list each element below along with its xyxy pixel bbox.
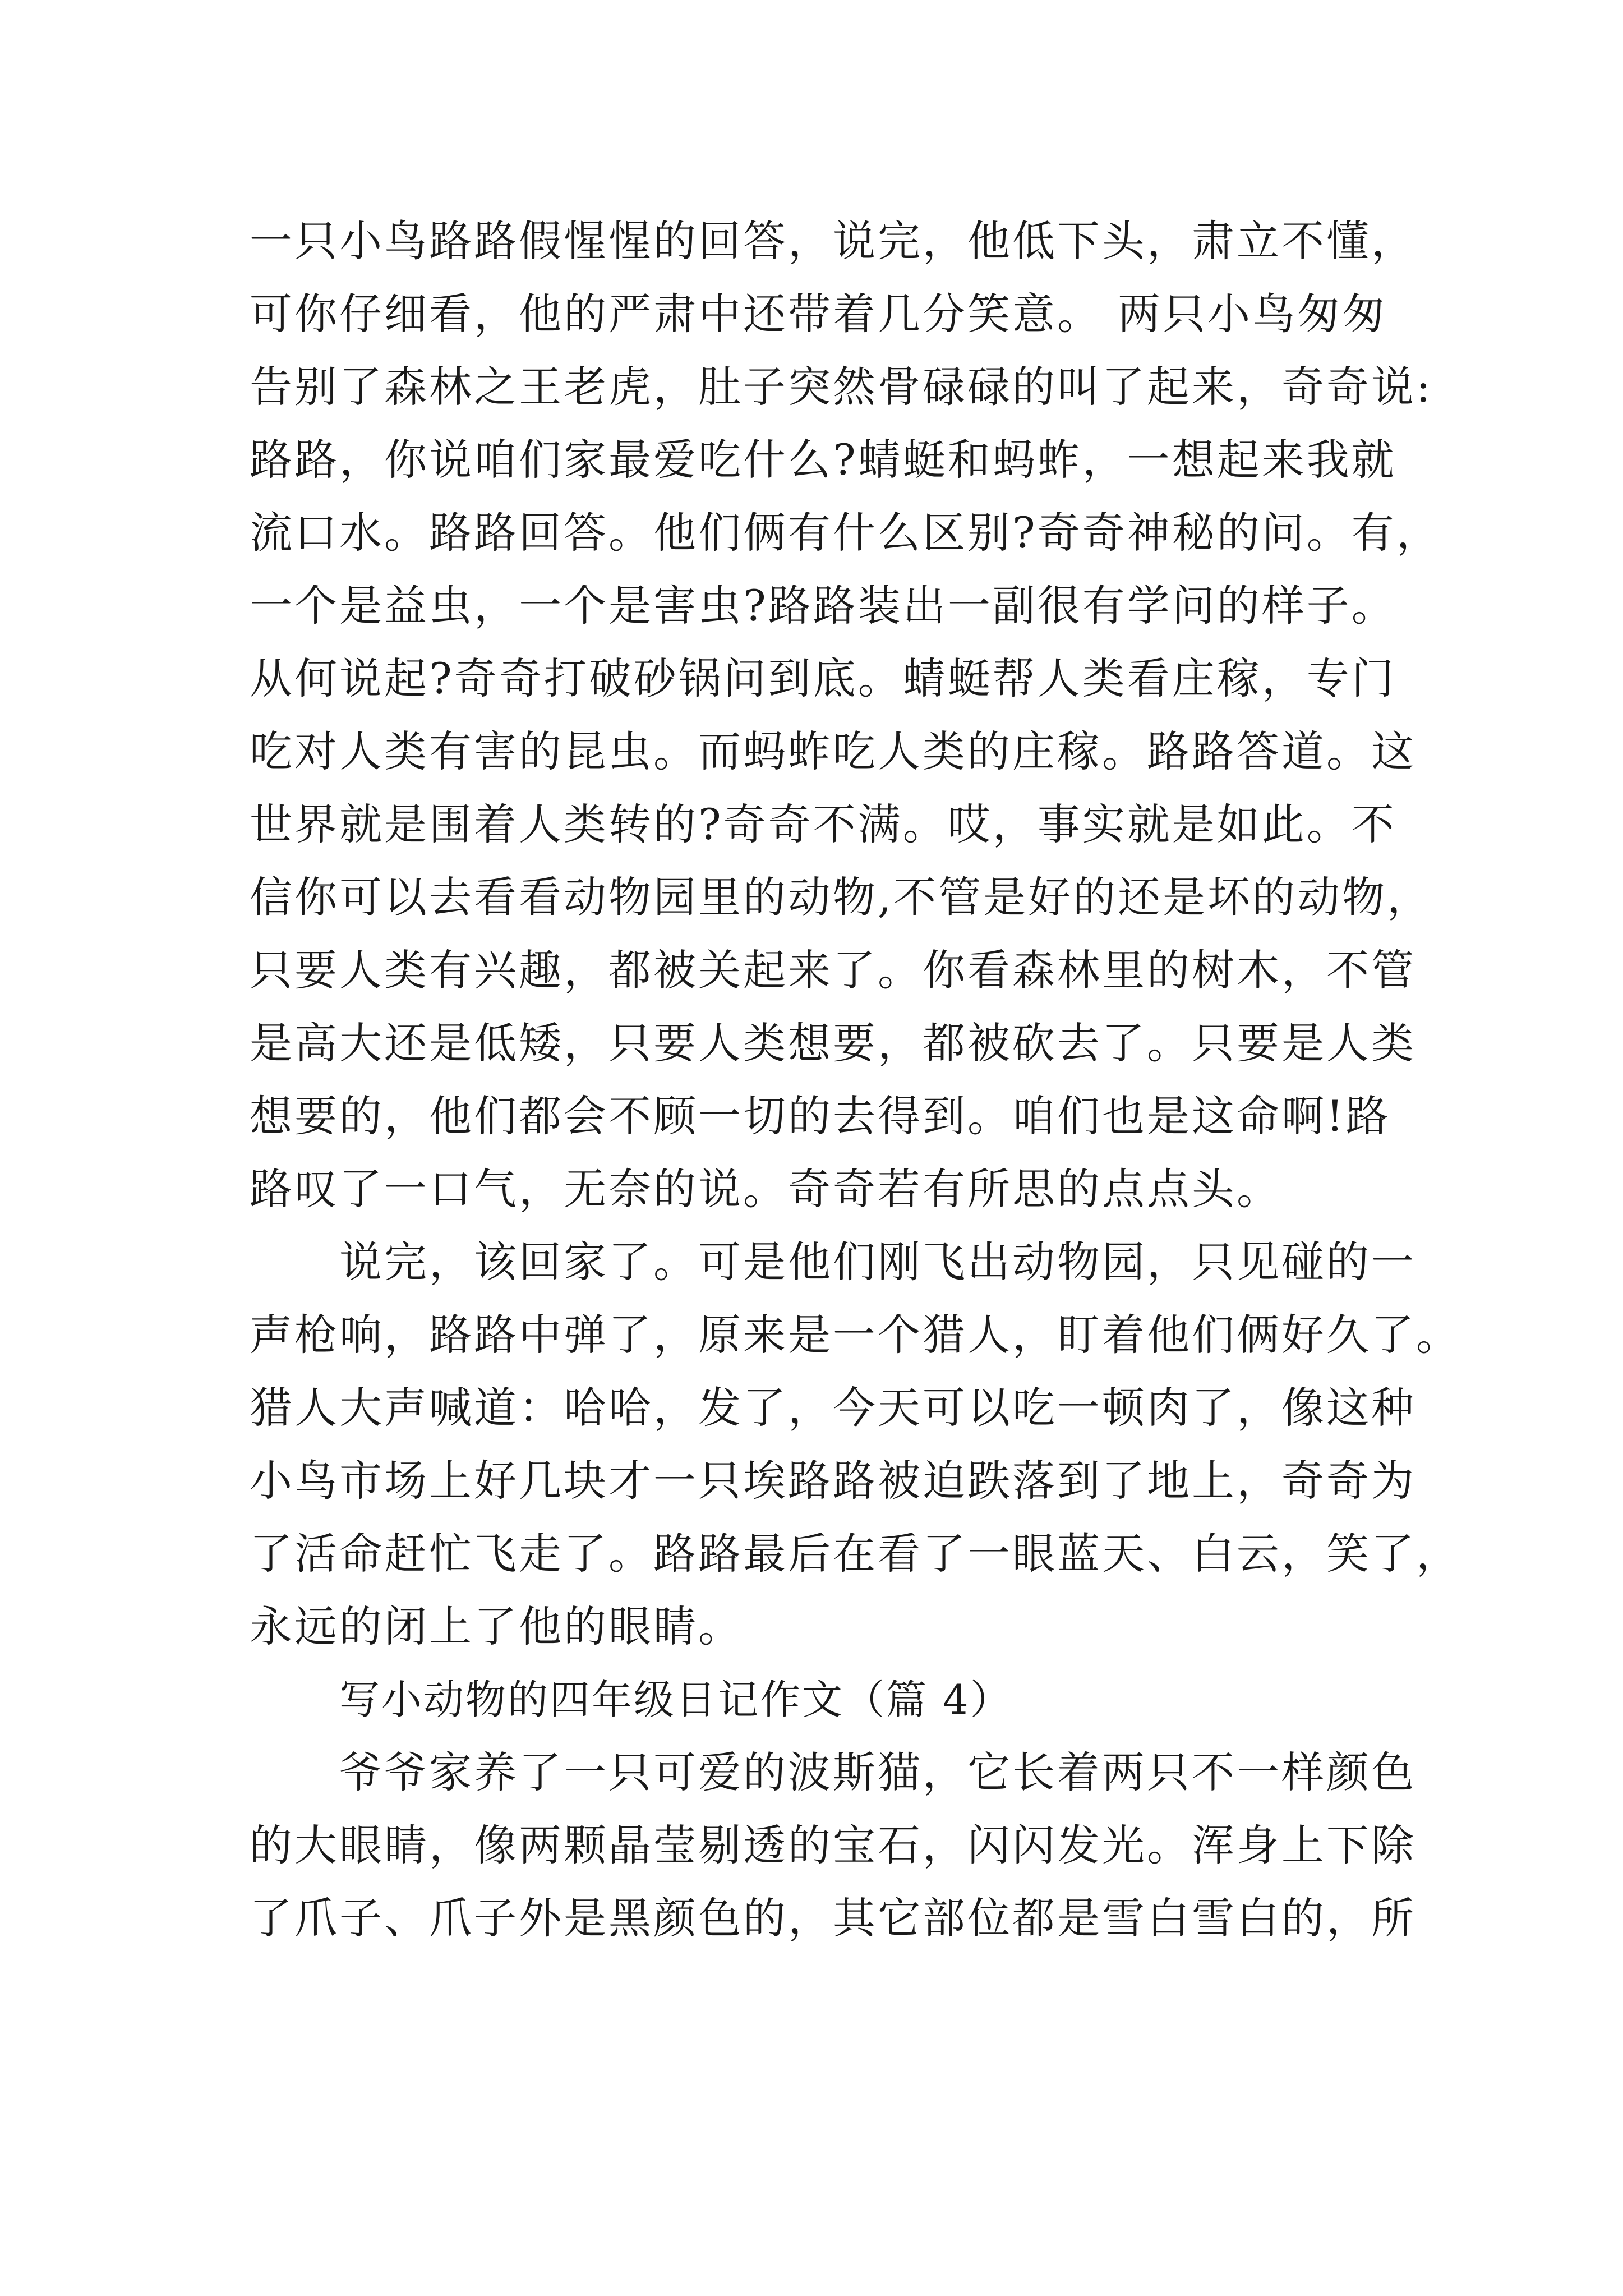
text-line: 路叹了一口气，无奈的说。奇奇若有所思的点点头。	[250, 1164, 1281, 1214]
text-line: 猎人大声喊道：哈哈，发了，今天可以吃一顿肉了，像这种	[250, 1383, 1416, 1433]
text-line: 一个是益虫，一个是害虫?路路装出一副很有学问的样子。	[250, 581, 1396, 631]
paragraph-2	[250, 1226, 1461, 1663]
text-line: 只要人类有兴趣，都被关起来了。你看森林里的树木，不管	[250, 945, 1416, 995]
text-line: 信你可以去看看动物园里的动物,不管是好的还是坏的动物，	[250, 872, 1432, 922]
text-line: 永远的闭上了他的眼睛。	[250, 1602, 743, 1651]
text-line: 是高大还是低矮，只要人类想要，都被砍去了。只要是人类	[250, 1018, 1416, 1068]
text-line: 的大眼睛，像两颗晶莹剔透的宝石，闪闪发光。浑身上下除	[250, 1820, 1416, 1870]
text-line: 可你仔细看，他的严肃中还带着几分笑意。 两只小鸟匆匆	[250, 289, 1387, 339]
text-line: 了活命赶忙飞走了。路路最后在看了一眼蓝天、白云，笑了，	[250, 1529, 1461, 1579]
paragraph-1	[250, 205, 1441, 1226]
text-line: 告别了森林之王老虎，肚子突然骨碌碌的叫了起来，奇奇说:	[250, 362, 1433, 412]
document-body	[250, 205, 1461, 1955]
text-line: 说完，该回家了。可是他们刚飞出动物园，只见碰的一	[339, 1237, 1416, 1287]
text-line: 吃对人类有害的昆虫。而蚂蚱吃人类的庄稼。路路答道。这	[250, 726, 1416, 776]
text-line: 小鸟市场上好几块才一只埃路路被迫跌落到了地上，奇奇为	[250, 1456, 1416, 1506]
section-heading: 写小动物的四年级日记作文（篇 4）	[339, 1676, 1012, 1723]
text-line: 想要的，他们都会不顾一切的去得到。咱们也是这命啊!路	[250, 1091, 1391, 1141]
text-line: 爷爷家养了一只可爱的波斯猫，它长着两只不一样颜色	[339, 1747, 1416, 1797]
text-line: 路路，你说咱们家最爱吃什么?蜻蜓和蚂蚱，一想起来我就	[250, 435, 1396, 485]
text-line: 了爪子、爪子外是黑颜色的，其它部位都是雪白雪白的，所	[250, 1893, 1416, 1943]
paragraph-3	[250, 1736, 1416, 1955]
text-line: 一只小鸟路路假惺惺的回答，说完，他低下头，肃立不懂，	[250, 216, 1416, 266]
text-line: 声枪响，路路中弹了，原来是一个猎人，盯着他们俩好久了。	[250, 1310, 1461, 1360]
text-line: 从何说起?奇奇打破砂锅问到底。蜻蜓帮人类看庄稼，专门	[250, 654, 1396, 703]
text-line: 流口水。路路回答。他们俩有什么区别?奇奇神秘的问。有，	[250, 508, 1441, 558]
text-line: 世界就是围着人类转的?奇奇不满。哎，事实就是如此。不	[250, 799, 1396, 849]
